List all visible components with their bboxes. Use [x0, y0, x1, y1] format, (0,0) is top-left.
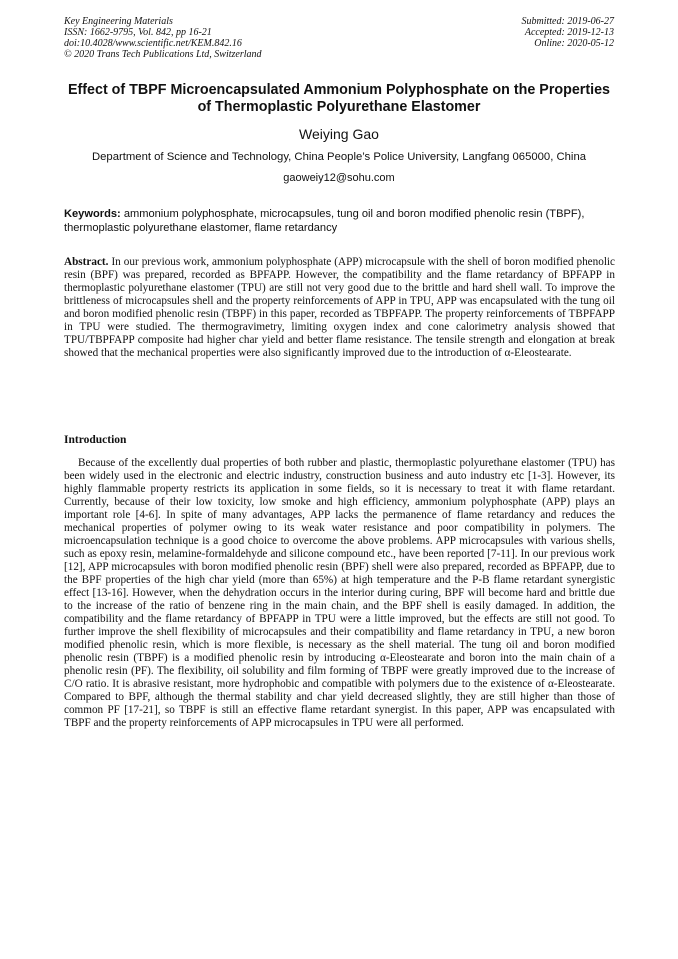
introduction-text: Because of the excellently dual properties of both rubber and plastic, thermoplastic polyurethane elastomer (TPU) has been widely used in the electronic and electric industry, construction business and auto industry etc [1-3]. However, its highly flammable property restricts its application in some fields, so it is necessary to treat it with flame retardant. Currently, because of their low toxicity, low smoke and high efficiency, ammonium polyphosphate (APP) plays an important role [4-6]. In spite of many advantages, APP lacks the permanence of flame retardancy and reduces the mechanical properties of polymer owing to its weak water resistance and poor compatibility in polymers. The microencapsulation technique is a good choice to overcome the above problems. APP microcapsules with various shells, such as epoxy resin, melamine-formaldehyde and silicone compound etc., have been reported [7-11]. In our previous work [12], APP microcapsules with boron modified phenolic resin (BPF) shell were also prepared, recorded as BPFAPP, due to the BPF properties of the high char yield (more than 65%) at high temperature and the P-B flame retardant synergistic effect [13-16]. However, when the dehydration occurs in the interior during curing, BPF will become hard and brittle due to the increase of the ratio of benzene ring in the main chain, and the BPF shell is easily damaged. In addition, the compatibility and the flame retardancy of BPFAPP in TPU were a little improved, but the effects are still not good. To further improve the shell flexibility of microcapsules and their compatibility and flame retardancy in TPU, a new boron modified phenolic resin, which is more flexible, is necessary as the shell material. The tung oil and boron modified phenolic resin (TBPF) is a modified phenolic resin by introducing α-Eleostearate and boron into the main chain of a phenolic resin (PF). The flexibility, oil solubility and film forming of TBPF were greatly improved due to the increase of C/O ratio. It is abrasive resistant, more hydrophobic and compatible with polymers due to the existence of α-Eleostearate. Compared to BPF, although the thermal stability and char yield decreased slightly, they are still higher than those of common PF [17-21], so TBPF is still an effective flame retardant synergist. In this paper, APP was encapsulated with TBPF and the property reinforcements of APP microcapsules in TPU were all performed. — [64, 457, 615, 729]
doi-line[interactable]: doi:10.4028/www.scientific.net/KEM.842.16 — [64, 38, 242, 49]
issn-line: ISSN: 1662-9795, Vol. 842, pp 16-21 — [64, 27, 212, 38]
paper-title: Effect of TBPF Microencapsulated Ammonium Polyphosphate on the Properties of Thermoplastic Polyurethane Elastomer — [67, 82, 611, 115]
accepted-date: Accepted: 2019-12-13 — [524, 27, 614, 38]
submitted-date: Submitted: 2019-06-27 — [521, 16, 614, 27]
keywords-label: Keywords: — [64, 208, 121, 220]
introduction-heading: Introduction — [64, 434, 127, 446]
journal-header — [64, 16, 262, 60]
affiliation: Department of Science and Technology, China People’s Police University, Langfang 065000, China — [91, 151, 587, 163]
keywords-block — [64, 207, 615, 235]
author-email[interactable]: gaoweiy12@sohu.com — [283, 172, 395, 184]
journal-name: Key Engineering Materials — [64, 16, 173, 27]
author-name: Weiying Gao — [299, 126, 379, 142]
abstract-block — [64, 256, 615, 360]
abstract-text: In our previous work, ammonium polyphosphate (APP) microcapsule with the shell of boron modified phenolic resin (BPF) was prepared, recorded as BPFAPP. However, the compatibility and the flame retardancy of BPFAPP in thermoplastic polyurethane elastomer (TPU) are still not very good due to the brittle and hard shell wall. To improve the brittleness of microcapsules shell and the property reinforcements of APP in TPU, APP was encapsulated with the tung oil and boron modified phenolic resin (TBPF) in this paper, recorded as TBPFAPP. The property reinforcements of TBPFAPP in TPU were studied. The thermogravimetry, limiting oxygen index and cone calorimetry analysis showed that TPU/TBPFAPP composite had higher char yield and better flame resistance. The tensile strength and elongation at break showed that the mechanical properties were also significantly improved due to the introduction of α-Eleostearate. — [64, 256, 615, 359]
keywords-text: ammonium polyphosphate, microcapsules, tung oil and boron modified phenolic resin (TBPF), thermoplastic polyurethane elastomer, flame retardancy — [64, 208, 585, 234]
abstract-label: Abstract. — [64, 256, 109, 268]
copyright-line: © 2020 Trans Tech Publications Ltd, Switzerland — [64, 49, 262, 60]
dates-header — [522, 16, 615, 49]
online-date: Online: 2020-05-12 — [534, 38, 614, 49]
